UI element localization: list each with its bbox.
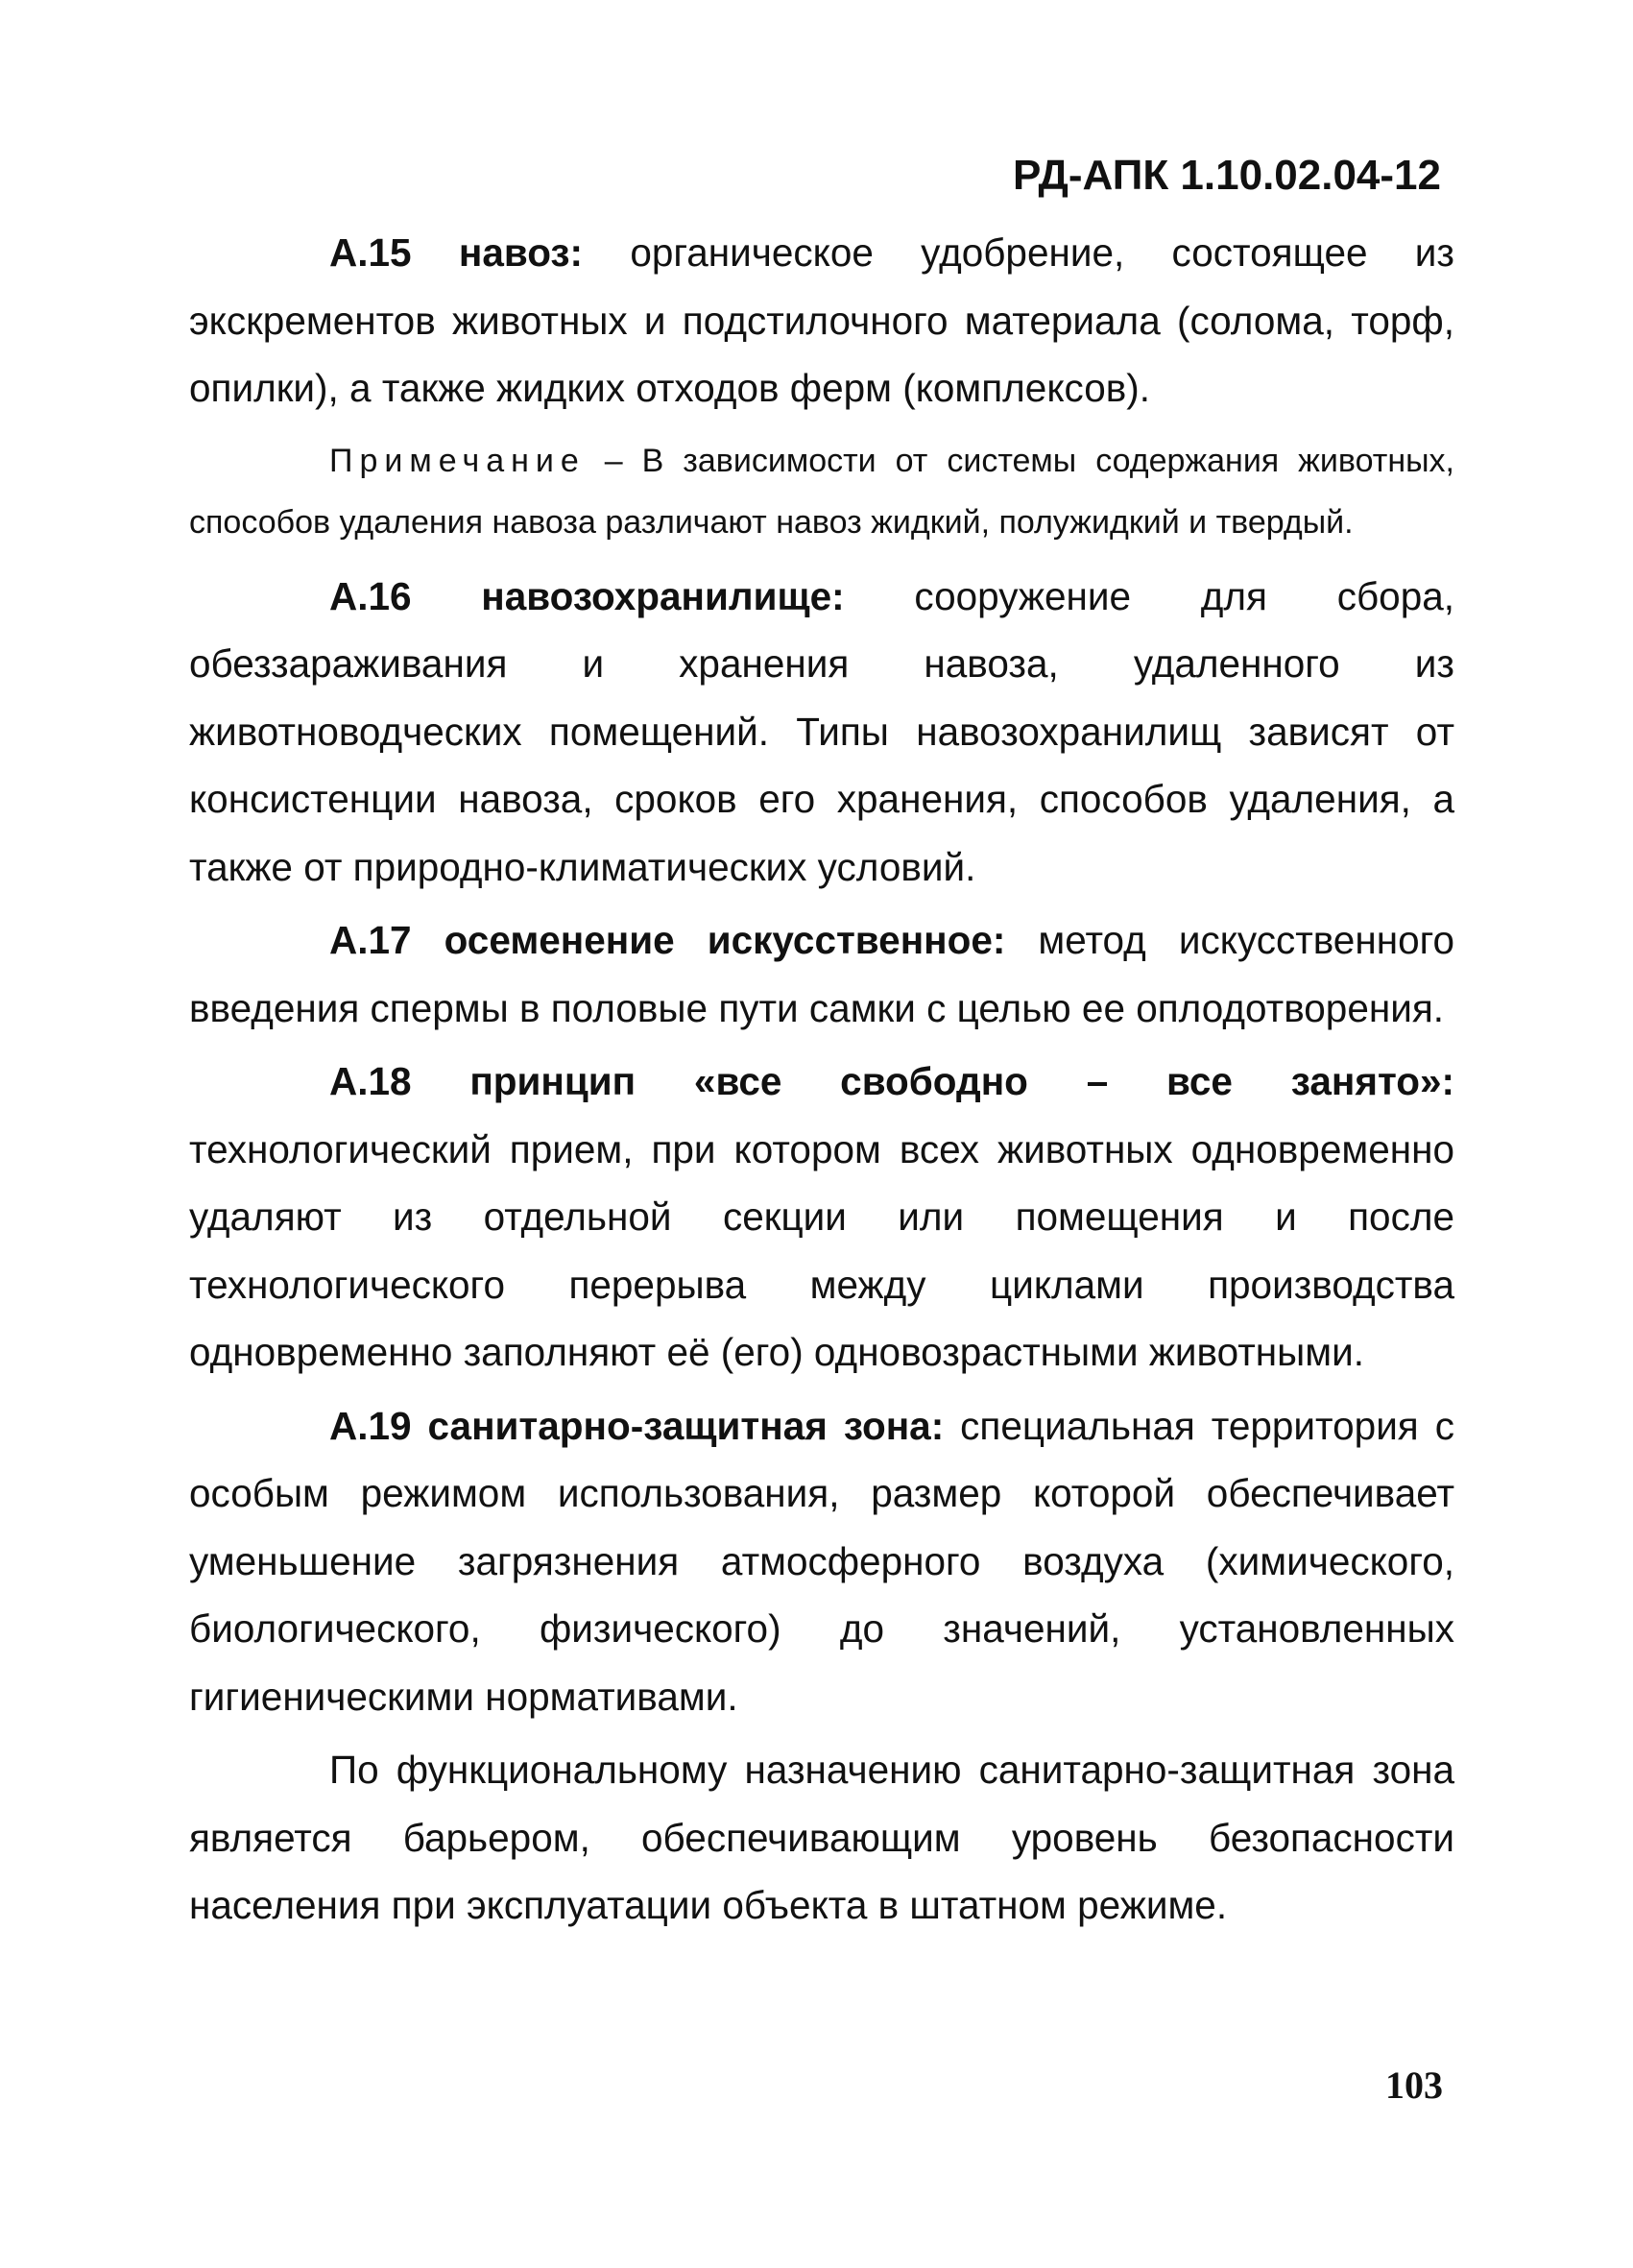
entry-a15-definition: органическое удобрение, состоящее из экскрементов животных и подстилочного материала (солома, торф, опилки), а также жидких отходов ферм (комплексов). (189, 230, 1454, 410)
entry-a18-definition: технологический прием, при котором всех животных одновременно удаляют из отдельной секции или помещения и после технологического перерыва между циклами производства одновременно заполняют её (его) одновозрастными животными. (189, 1126, 1454, 1374)
entry-a16-term: А.16 навозохранилище: (329, 573, 845, 618)
entry-a19-definition: специальная территория с особым режимом использования, размер которой обеспечивает уменьшение загрязнения атмосферного воздуха (химического, биологического, физического) до значений, установленных гигиеническими нормативами. (189, 1403, 1454, 1719)
page-number: 103 (1385, 2063, 1443, 2107)
closing-paragraph: По функциональному назначению санитарно-защитная зона является барьером, обеспечивающим уровень безопасности населения при эксплуатации объекта в штатном режиме. (189, 1748, 1454, 1927)
entry-a17 (189, 906, 1454, 1042)
entry-a16 (189, 563, 1454, 902)
entry-a19 (189, 1392, 1454, 1731)
entry-a18-term: А.18 принцип «все свободно – все занято»: (329, 1059, 1454, 1103)
entry-a17-term: А.17 осеменение искусственное: (329, 918, 1006, 962)
entry-a19-term: А.19 санитарно-защитная зона: (329, 1403, 945, 1448)
document-code-header: РД-АПК 1.10.02.04-12 (1012, 152, 1441, 199)
note-text: В зависимости от системы содержания животных, способов удаления навоза различают навоз жидкий, полужидкий и твердый. (189, 442, 1454, 541)
entry-a15-term: А.15 навоз: (329, 230, 584, 275)
entry-a16-definition: сооружение для сбора, обеззараживания и хранения навоза, удаленного из животноводческих помещений. Типы навозохранилищ зависят от консистенции навоза, сроков его хранения, способов удаления, а также от природно-климатических условий. (189, 573, 1454, 889)
note-label: Примечание (329, 442, 586, 479)
note-dash: – (585, 442, 642, 479)
document-body (189, 219, 1454, 1940)
entry-a18 (189, 1048, 1454, 1387)
entry-a15 (189, 219, 1454, 422)
note-a15 (189, 430, 1454, 553)
entry-a17-definition: метод искусственного введения спермы в половые пути самки с целью ее оплодотворения. (189, 918, 1454, 1030)
